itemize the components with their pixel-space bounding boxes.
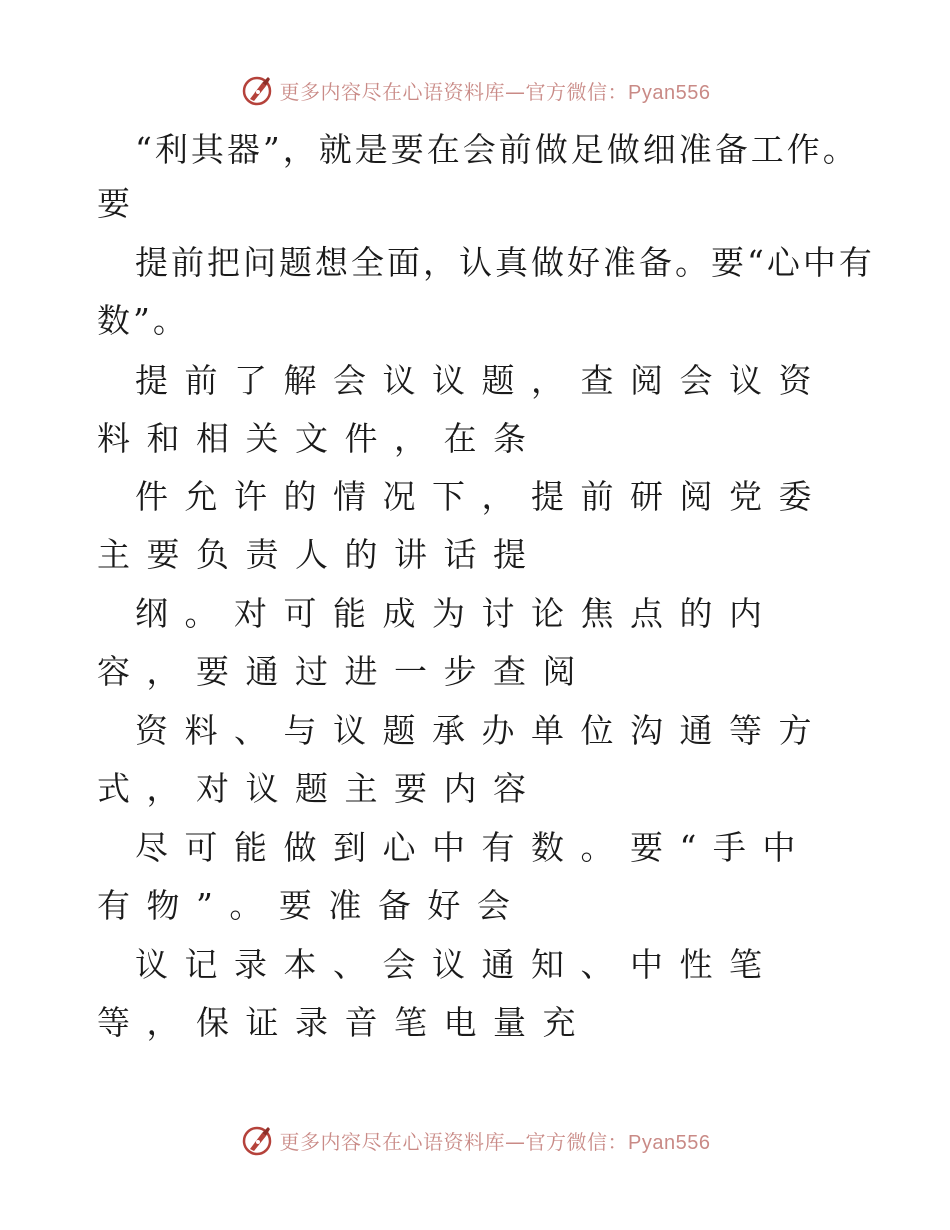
body-line-11: 资料、与议题承办单位沟通等方 [135,711,828,750]
footer-site-name: 更多内容尽在心语资料库 [279,1129,506,1154]
body-line-10: 容，要通过进一步查阅 [97,652,592,691]
body-line-14: 有物”。要准备好会 [97,886,527,925]
pen-nib-logo-icon [240,1123,274,1157]
footer-separator: — [505,1129,526,1154]
body-line-5: 提前了解会议议题，查阅会议资 [135,361,828,400]
header-separator: — [505,79,526,104]
footer-wechat-label: 官方微信： [525,1129,629,1154]
header-wechat-label: 官方微信： [525,79,629,104]
body-line-4: 数”。 [97,301,189,340]
header-wechat-id: Pyan556 [628,81,711,104]
footer-watermark-text [280,1126,711,1155]
body-line-1: “利其器”，就是要在会前做足做细准备工作。 [135,130,859,169]
body-line-12: 式，对议题主要内容 [97,769,543,808]
footer-watermark-banner [0,1120,950,1160]
body-line-9: 纲。对可能成为讨论焦点的内 [135,594,779,633]
header-watermark-text [280,76,711,105]
body-line-8: 主要负责人的讲话提 [97,535,543,574]
body-line-13: 尽可能做到心中有数。要“手中 [135,828,812,867]
header-site-name: 更多内容尽在心语资料库 [279,79,506,104]
header-watermark-banner [0,70,950,110]
footer-wechat-id: Pyan556 [628,1131,711,1154]
body-line-3: 提前把问题想全面，认真做好准备。要“心中有 [135,243,875,282]
body-line-16: 等，保证录音笔电量充 [97,1003,592,1042]
body-line-7: 件允许的情况下，提前研阅党委 [135,477,828,516]
body-line-15: 议记录本、会议通知、中性笔 [135,945,779,984]
pen-nib-logo-icon [240,73,274,107]
body-line-6: 料和相关文件，在条 [97,419,543,458]
body-line-2: 要 [97,184,130,223]
